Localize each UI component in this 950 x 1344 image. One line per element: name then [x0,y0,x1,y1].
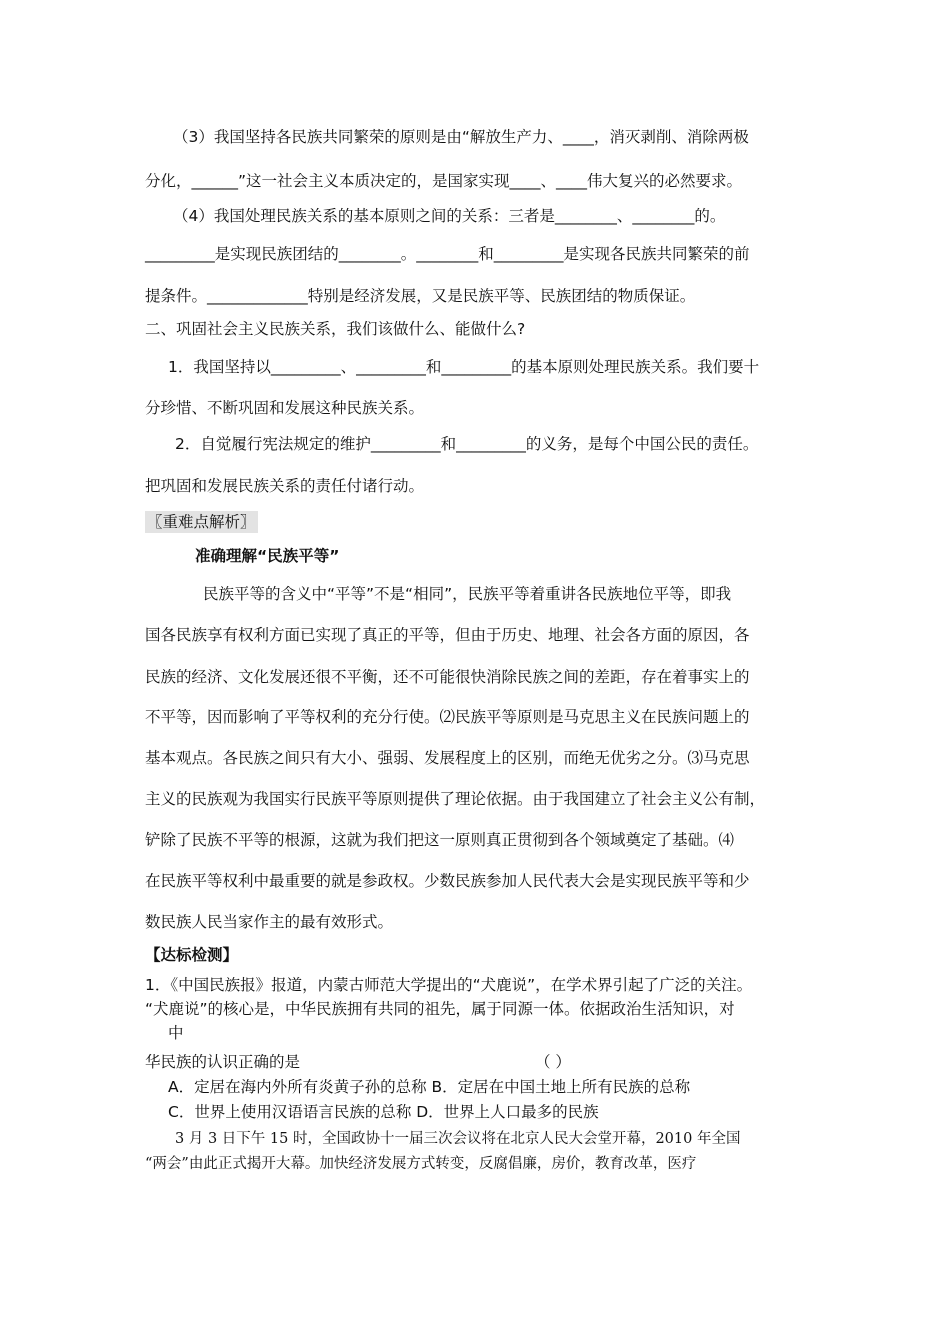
text-line: 在民族平等权利中最重要的就是参政权。少数民族参加人民代表大会是实现民族平等和少 [145,872,750,890]
text-line: 民族的经济、文化发展还很不平衡，还不可能很快消除民族之间的差距，存在着事实上的 [145,668,750,686]
section-label: 〖重难点解析〗 [147,513,256,531]
text-line: 国各民族享有权利方面已实现了真正的平等，但由于历史、地理、社会各方面的原因，各 [145,626,750,644]
text-line: 数民族人民当家作主的最有效形式。 [145,913,394,931]
subsection-title: 准确理解“民族平等” [195,547,340,565]
section-label: 【达标检测】 [145,946,239,964]
text-line: 3 月 3 日下午 15 时，全国政协十一届三次会议将在北京人民大会堂开幕，2010 年全国 [175,1131,741,1147]
text-line: （3）我国坚持各民族共同繁荣的原则是由“解放生产力、____，消灭剥削、消除两极 [173,128,749,146]
text-line: 1．我国坚持以_________、_________和_________的基本原则处理民族关系。我们要十 [168,358,760,376]
text-line: 不平等，因而影响了平等权利的充分行使。⑵民族平等原则是马克思主义在民族问题上的 [145,708,750,726]
text-line: _________是实现民族团结的________。________和_________是实现各民族共同繁荣的前 [145,245,750,263]
question-line: 1．《中国民族报》报道，内蒙古师范大学提出的“犬鹿说”，在学术界引起了广泛的关注。 [145,976,753,994]
text-line: 把巩固和发展民族关系的责任付诸行动。 [145,477,425,495]
text-line: 2．自觉履行宪法规定的维护_________和_________的义务，是每个中国公民的责任。 [175,435,759,453]
question-line: 中 [168,1024,184,1042]
text-line: 铲除了民族不平等的根源，这就为我们把这一原则真正贯彻到各个领域奠定了基础。⑷ [145,831,735,849]
answer-bracket: （ ） [535,1053,571,1071]
option-line: C．世界上使用汉语语言民族的总称 D．世界上人口最多的民族 [168,1103,599,1121]
text-line: 基本观点。各民族之间只有大小、强弱、发展程度上的区别，而绝无优劣之分。⑶马克思 [145,749,750,767]
option-line: A．定居在海内外所有炎黄子孙的总称 B．定居在中国土地上所有民族的总称 [168,1078,691,1096]
text-line: 民族平等的含义中“平等”不是“相同”，民族平等着重讲各民族地位平等，即我 [203,585,732,603]
text-line: 提条件。_____________特别是经济发展，又是民族平等、民族团结的物质保证。 [145,287,696,305]
text-line: 分珍惜、不断巩固和发展这种民族关系。 [145,399,425,417]
question-line: 华民族的认识正确的是 [145,1053,301,1071]
text-line: “两会”由此正式揭开大幕。加快经济发展方式转变，反腐倡廉，房价，教育改革，医疗 [145,1156,697,1172]
question-line: “犬鹿说”的核心是，中华民族拥有共同的祖先，属于同源一体。依据政治生活知识，对 [145,1000,735,1018]
text-line: 分化，______”这一社会主义本质决定的，是国家实现____、____伟大复兴的必然要求。 [145,172,743,190]
section-heading: 二、巩固社会主义民族关系，我们该做什么、能做什么? [145,320,526,338]
text-line: 主义的民族观为我国实行民族平等原则提供了理论依据。由于我国建立了社会主义公有制， [145,790,766,808]
text-line: （4）我国处理民族关系的基本原则之间的关系：三者是________、________的。 [173,207,726,225]
